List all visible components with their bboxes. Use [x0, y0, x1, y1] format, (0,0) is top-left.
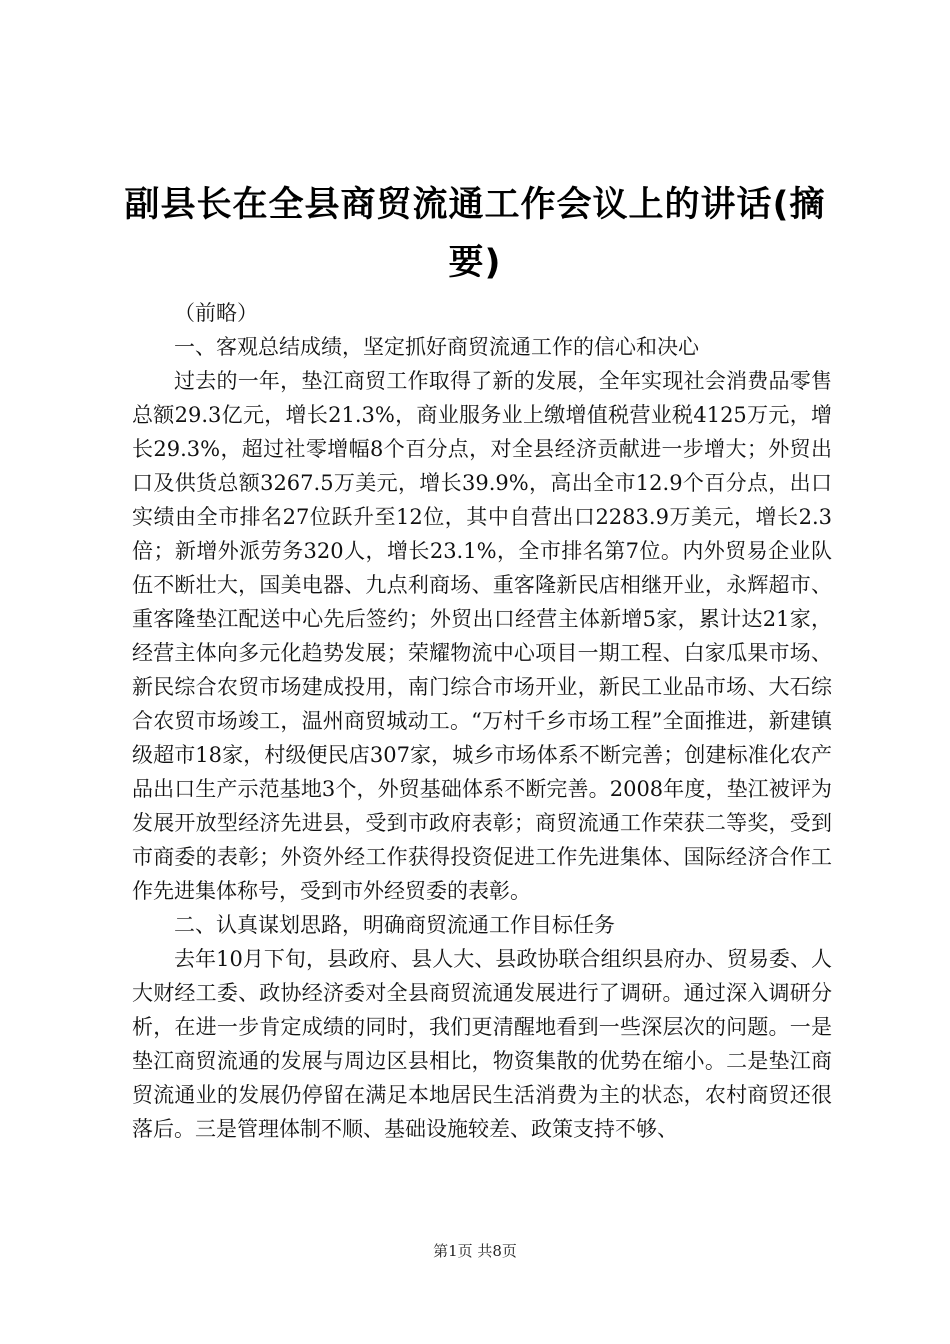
body-paragraph: 去年10月下旬，县政府、县人大、县政协联合组织县府办、贸易委、人大财经工委、政协经济委对全县商贸流通发展进行了调研。通过深入调研分析，在进一步肯定成绩的同时，我们更清醒地看到一些深层次的问题。一是垫江商贸流通的发展与周边区县相比，物资集散的优势在缩小。二是垫江商贸流通业的发展仍停留在满足本地居民生活消费为主的状态，农村商贸还很落后。三是管理体制不顺、基础设施较差、政策支持不够、	[132, 947, 832, 1141]
document-body	[132, 296, 832, 1146]
document-title: 副县长在全县商贸流通工作会议上的讲话(摘要)	[124, 185, 826, 283]
page-footer: 第1页 共8页	[433, 1242, 517, 1260]
preface-note: （前略）	[174, 301, 258, 325]
section-heading-2: 二、认真谋划思路，明确商贸流通工作目标任务	[174, 913, 615, 937]
section-heading-1: 一、客观总结成绩，坚定抓好商贸流通工作的信心和决心	[174, 335, 699, 359]
body-paragraph: 过去的一年，垫江商贸工作取得了新的发展，全年实现社会消费品零售总额29.3亿元，增长21.3%，商业服务业上缴增值税营业税4125万元，增长29.3%，超过社零增幅8个百分点，对全县经济贡献进一步增大；外贸出口及供货总额3267.5万美元，增长39.9%，高出全市12.9个百分点，出口实绩由全市排名27位跃升至12位，其中自营出口2283.9万美元，增长2.3倍；新增外派劳务320人，增长23.1%，全市排名第7位。内外贸易企业队伍不断壮大，国美电器、九点利商场、重客隆新民店相继开业，永辉超市、重客隆垫江配送中心先后签约；外贸出口经营主体新增5家，累计达21家，经营主体向多元化趋势发展；荣耀物流中心项目一期工程、白家瓜果市场、新民综合农贸市场建成投用，南门综合市场开业，新民工业品市场、大石综合农贸市场竣工，温州商贸城动工。“万村千乡市场工程”全面推进，新建镇级超市18家，村级便民店307家，城乡市场体系不断完善；创建标准化农产品出口生产示范基地3个，外贸基础体系不断完善。2008年度，垫江被评为发展开放型经济先进县，受到市政府表彰；商贸流通工作荣获二等奖，受到市商委的表彰；外资外经工作获得投资促进工作先进集体、国际经济合作工作先进集体称号，受到市外经贸委的表彰。	[132, 369, 832, 903]
